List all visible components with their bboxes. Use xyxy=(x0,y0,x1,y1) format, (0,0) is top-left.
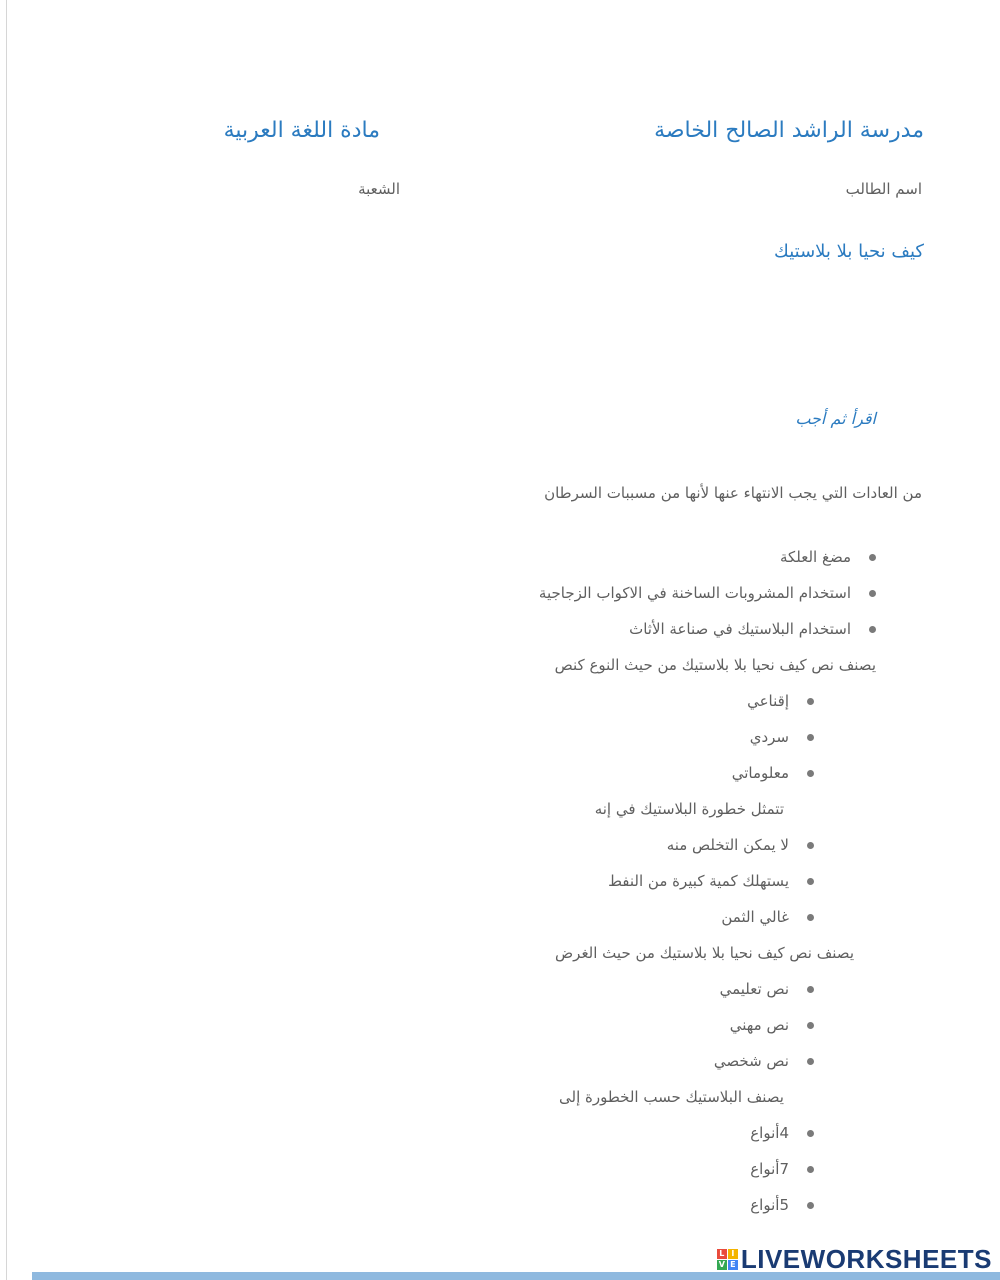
bullet-icon xyxy=(807,878,814,885)
bullet-icon xyxy=(807,1130,814,1137)
bullet-icon xyxy=(807,1058,814,1065)
q1-option-1[interactable]: مضغ العلكة xyxy=(780,548,876,566)
q1-option-3[interactable]: استخدام البلاستيك في صناعة الأثاث xyxy=(629,620,876,638)
q3-option-2[interactable]: يستهلك كمية كبيرة من النفط xyxy=(608,872,814,890)
bullet-icon xyxy=(869,554,876,561)
school-name: مدرسة الراشد الصالح الخاصة xyxy=(654,118,924,143)
instruction: اقرأ ثم أجب xyxy=(795,409,876,428)
bullet-icon xyxy=(807,842,814,849)
q4-option-1[interactable]: نص تعليمي xyxy=(720,980,814,998)
bullet-icon xyxy=(807,734,814,741)
bullet-icon xyxy=(807,770,814,777)
lesson-title: كيف نحيا بلا بلاستيك xyxy=(774,241,924,262)
logo-mark-tile: V xyxy=(718,1259,725,1269)
liveworksheets-logo[interactable] xyxy=(717,1244,992,1274)
q2-option-2[interactable]: سردي xyxy=(750,728,814,746)
student-name-label: اسم الطالب xyxy=(845,180,922,198)
bullet-icon xyxy=(807,914,814,921)
q4-option-3[interactable]: نص شخصي xyxy=(714,1052,814,1070)
q4-option-2[interactable]: نص مهني xyxy=(730,1016,814,1034)
question-4: يصنف نص كيف نحيا بلا بلاستيك من حيث الغرض xyxy=(555,944,854,962)
q5-option-1[interactable]: 4أنواع xyxy=(750,1124,814,1142)
logo-mark-tile: L xyxy=(717,1249,727,1259)
logo-mark-icon xyxy=(717,1249,738,1270)
bullet-icon xyxy=(807,1202,814,1209)
q3-option-1[interactable]: لا يمكن التخلص منه xyxy=(667,836,814,854)
q1-option-2[interactable]: استخدام المشروبات الساخنة في الاكواب الزجاجية xyxy=(539,584,876,602)
q5-option-2[interactable]: 7أنواع xyxy=(750,1160,814,1178)
section-label: الشعبة xyxy=(358,180,400,198)
question-1: من العادات التي يجب الانتهاء عنها لأنها من مسببات السرطان xyxy=(544,484,922,502)
bullet-icon xyxy=(869,626,876,633)
q2-option-1[interactable]: إقناعي xyxy=(747,692,814,710)
bullet-icon xyxy=(807,698,814,705)
page-edge-line xyxy=(6,0,7,1280)
q2-option-3[interactable]: معلوماتي xyxy=(732,764,814,782)
question-2: يصنف نص كيف نحيا بلا بلاستيك من حيث النوع كنص xyxy=(554,656,876,674)
logo-mark-tile: I xyxy=(728,1249,738,1259)
question-3: تتمثل خطورة البلاستيك في إنه xyxy=(594,800,784,818)
question-5: يصنف البلاستيك حسب الخطورة إلى xyxy=(559,1088,784,1106)
bullet-icon xyxy=(869,590,876,597)
q5-option-3[interactable]: 5أنواع xyxy=(750,1196,814,1214)
subject-title: مادة اللغة العربية xyxy=(223,118,380,143)
bullet-icon xyxy=(807,1022,814,1029)
logo-mark-tile: E xyxy=(728,1260,738,1270)
q3-option-3[interactable]: غالي الثمن xyxy=(721,908,814,926)
bullet-icon xyxy=(807,986,814,993)
logo-text: LIVEWORKSHEETS xyxy=(740,1243,992,1274)
bullet-icon xyxy=(807,1166,814,1173)
